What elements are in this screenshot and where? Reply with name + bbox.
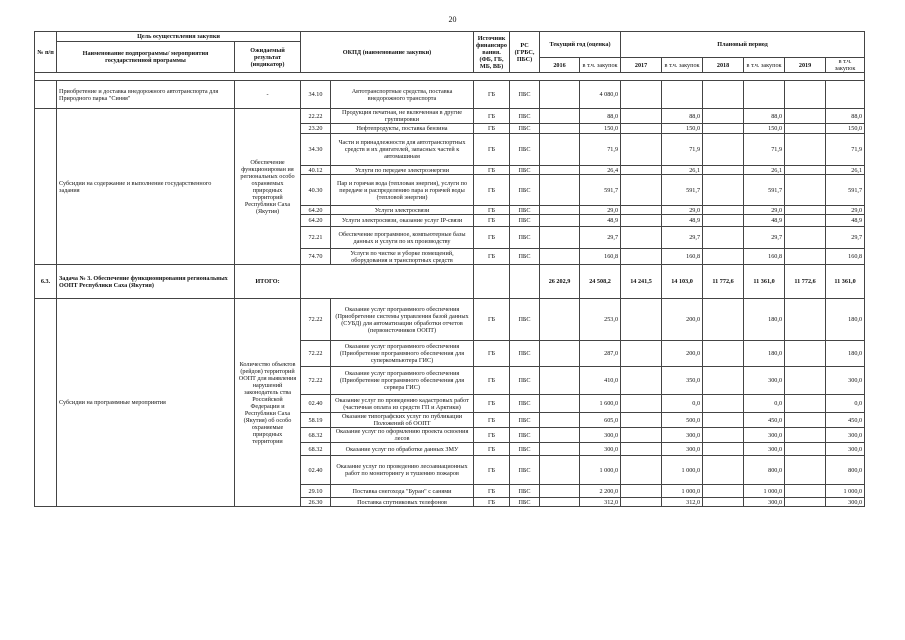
header-source: Источник финансиро вания. (ФБ, ГБ, МБ, ВБ) [474,32,510,73]
cell-v2018 [703,175,744,206]
cell-p2016: 300,0 [580,428,621,443]
cell-src: ГБ [474,413,510,428]
task-total-label: ИТОГО: [235,265,301,299]
cell-p2018: 300,0 [744,498,785,507]
purchase-name: Услуги по чистке и уборке помещений, оборудования и транспортных средств [331,249,474,265]
header-row-1 [35,32,865,42]
cell-src: ГБ [474,109,510,124]
cell-p2016: 71,9 [580,134,621,166]
cell-p2018: 0,0 [744,395,785,413]
cell-p2016: 287,0 [580,341,621,367]
cell-p2018: 180,0 [744,299,785,341]
cell-v2016 [540,428,580,443]
cell-v2017 [621,124,662,134]
cell-p2019 [826,81,865,109]
cell-v2017 [621,428,662,443]
okpd-code: 23.20 [301,124,331,134]
cell-p2018 [744,81,785,109]
cell-v2018 [703,456,744,485]
purchase-name: Автотранспортные средства, поставка внедорожного транспорта [331,81,474,109]
task-empty-rs [510,265,540,299]
cell-v2019 [785,206,826,215]
task-total-v2018: 11 772,6 [703,265,744,299]
okpd-code: 74.70 [301,249,331,265]
cell-p2017: 300,0 [662,428,703,443]
cell-v2019 [785,395,826,413]
cell-p2019: 160,8 [826,249,865,265]
task-total-p2017: 14 103,0 [662,265,703,299]
cell-p2018: 26,1 [744,166,785,175]
header-result: Ожидаемый результат (индикатор) [235,42,301,73]
cell-v2017 [621,485,662,498]
cell-p2017: 48,9 [662,215,703,227]
cell-rs: ПБС [510,124,540,134]
cell-rs: ПБС [510,367,540,395]
cell-rs: ПБС [510,166,540,175]
cell-rs: ПБС [510,341,540,367]
cell-rs: ПБС [510,413,540,428]
okpd-code: 64.20 [301,206,331,215]
cell-p2017: 26,1 [662,166,703,175]
cell-v2018 [703,249,744,265]
cell-v2016 [540,485,580,498]
header-incl-2019: в т.ч. закупок [826,58,865,73]
cell-v2018 [703,485,744,498]
cell-v2019 [785,249,826,265]
task-total-v2017: 14 241,5 [621,265,662,299]
cell-src: ГБ [474,175,510,206]
cell-p2019: 450,0 [826,413,865,428]
cell-v2019 [785,134,826,166]
okpd-code: 68.32 [301,428,331,443]
program-name: Субсидии на программные мероприятия [57,299,235,507]
cell-v2019 [785,124,826,134]
cell-v2019 [785,367,826,395]
cell-p2018: 300,0 [744,367,785,395]
header-planned: Плановый период [621,32,865,58]
cell-v2016 [540,498,580,507]
cell-p2017: 1 000,0 [662,456,703,485]
cell-v2016 [540,395,580,413]
cell-rs: ПБС [510,227,540,249]
cell-v2017 [621,166,662,175]
task-total-p2018: 11 361,0 [744,265,785,299]
cell-p2017 [662,81,703,109]
purchase-name: Части и принадлежности для автотранспортных средств и их двигателей, запасных частей к автомашинам [331,134,474,166]
cell-rs: ПБС [510,456,540,485]
purchase-name: Услуги электросвязи [331,206,474,215]
cell-p2018: 29,7 [744,227,785,249]
cell-v2018 [703,443,744,456]
cell-v2019 [785,498,826,507]
cell-src: ГБ [474,443,510,456]
purchase-name: Оказание услуг программного обеспечения (Приобретение программного обеспечения для суперкомпьютера ГИС) [331,341,474,367]
cell-p2017: 29,7 [662,227,703,249]
cell-v2019 [785,227,826,249]
cell-v2017 [621,175,662,206]
cell-v2017 [621,341,662,367]
cell-src: ГБ [474,81,510,109]
okpd-code: 29.10 [301,485,331,498]
purchase-name: Пар и горячая вода (тепловая энергия), услуги по передаче и распределению пара и горячей воды (тепловой энергии) [331,175,474,206]
cell-p2018: 800,0 [744,456,785,485]
cell-v2016 [540,109,580,124]
purchase-name: Обеспечение программное, компьютерные базы данных и услуги по их производству [331,227,474,249]
okpd-code: 02.40 [301,395,331,413]
cell-p2017: 350,0 [662,367,703,395]
cell-v2018 [703,367,744,395]
cell-p2019: 300,0 [826,498,865,507]
cell-src: ГБ [474,428,510,443]
header-goal: Цель осуществления закупки [57,32,301,42]
cell-v2016 [540,175,580,206]
okpd-code: 40.12 [301,166,331,175]
purchase-name: Поставка снегохода "Буран" с санями [331,485,474,498]
cell-v2018 [703,109,744,124]
cell-p2018: 160,8 [744,249,785,265]
cell-p2016: 88,0 [580,109,621,124]
cell-p2018: 450,0 [744,413,785,428]
cell-p2018: 88,0 [744,109,785,124]
cell-src: ГБ [474,341,510,367]
cell-p2016: 150,0 [580,124,621,134]
cell-p2016: 1 600,0 [580,395,621,413]
cell-v2017 [621,109,662,124]
cell-v2018 [703,341,744,367]
cell-p2019: 1 000,0 [826,485,865,498]
cell-p2016: 48,9 [580,215,621,227]
cell-rs: ПБС [510,395,540,413]
purchase-name: Оказание типографских услуг по публикации Положений об ООПТ [331,413,474,428]
header-incl-2016: в т.ч. закупок [580,58,621,73]
task-row [35,265,865,299]
purchase-name: Оказание услуг по оформлению проекта освоения лесов [331,428,474,443]
expected-result: - [235,81,301,109]
purchase-name: Продукция печатная, не включенная в другие группировки [331,109,474,124]
cell-v2016 [540,456,580,485]
cell-rs: ПБС [510,498,540,507]
cell-src: ГБ [474,206,510,215]
cell-v2019 [785,443,826,456]
cell-p2018: 300,0 [744,443,785,456]
cell-p2018: 29,0 [744,206,785,215]
cell-v2018 [703,299,744,341]
cell-p2018: 591,7 [744,175,785,206]
okpd-code: 26.30 [301,498,331,507]
purchase-name: Оказание услуг по обработке данных ЗМУ [331,443,474,456]
cell-v2016 [540,166,580,175]
cell-p2017: 200,0 [662,299,703,341]
program-name: Субсидии на содержание и выполнение государственного задания [57,109,235,265]
table-row [35,81,865,109]
cell-src: ГБ [474,134,510,166]
purchase-name: Оказание услуг по проведению кадастровых работ (частичная оплата из средств ГП и Арктики) [331,395,474,413]
cell-rs: ПБС [510,81,540,109]
cell-src: ГБ [474,299,510,341]
cell-p2019: 48,9 [826,215,865,227]
purchase-name: Поставка спутниковых телефонов [331,498,474,507]
okpd-code: 02.40 [301,456,331,485]
okpd-code: 40.30 [301,175,331,206]
cell-rs: ПБС [510,175,540,206]
cell-v2017 [621,498,662,507]
purchase-name: Оказание услуг по проведению лесоавиационных работ по мониторингу и тушению пожаров [331,456,474,485]
task-total-v2019: 11 772,6 [785,265,826,299]
cell-v2018 [703,215,744,227]
cell-v2017 [621,206,662,215]
cell-v2019 [785,413,826,428]
cell-v2016 [540,206,580,215]
cell-v2017 [621,395,662,413]
header-okpd: ОКПД (наименование закупки) [301,32,474,73]
cell-src: ГБ [474,456,510,485]
expected-result: Обеспечение функционирован ия региональных особо охраняемых природных территорий Республики Саха (Якутия) [235,109,301,265]
cell-p2018: 150,0 [744,124,785,134]
purchase-name: Услуги по передаче электроэнергии [331,166,474,175]
cell-v2017 [621,367,662,395]
purchase-name: Оказание услуг программного обеспечения (Приобретение программного обеспечения для сервера ГИС) [331,367,474,395]
cell-v2017 [621,134,662,166]
cell-rs: ПБС [510,134,540,166]
cell-v2019 [785,341,826,367]
cell-v2017 [621,81,662,109]
cell-v2017 [621,443,662,456]
cell-v2017 [621,249,662,265]
row-number-cell [35,109,57,265]
cell-v2019 [785,456,826,485]
cell-p2016: 26,4 [580,166,621,175]
cell-v2018 [703,81,744,109]
cell-p2017: 500,0 [662,413,703,428]
cell-p2019: 26,1 [826,166,865,175]
header-incl-2017: в т.ч. закупок [662,58,703,73]
okpd-code: 22.22 [301,109,331,124]
cell-p2019: 29,7 [826,227,865,249]
okpd-code: 34.10 [301,81,331,109]
purchase-name: Услуги электросвязи, оказание услуг IP-связи [331,215,474,227]
cell-rs: ПБС [510,428,540,443]
cell-src: ГБ [474,215,510,227]
cell-src: ГБ [474,124,510,134]
cell-v2016 [540,299,580,341]
cell-v2018 [703,166,744,175]
cell-v2016 [540,341,580,367]
cell-rs: ПБС [510,215,540,227]
header-year-2016: 2016 [540,58,580,73]
cell-v2018 [703,124,744,134]
cell-v2017 [621,413,662,428]
cell-rs: ПБС [510,299,540,341]
cell-p2016: 605,0 [580,413,621,428]
cell-rs: ПБС [510,206,540,215]
cell-p2016: 1 000,0 [580,456,621,485]
expected-result: Количество объектов (рейдов) территорий ООПТ для выявления нарушений законодатель ства Российской Федерации и Республики Саха (Якутия) об особо охраняемые природных территории [235,299,301,507]
header-rs: РС (ГРБС, ПБС) [510,32,540,73]
purchase-name: Нефтепродукты, поставка бензина [331,124,474,134]
header-num: № п/п [35,32,57,73]
okpd-code: 72.21 [301,227,331,249]
header-year-2017: 2017 [621,58,662,73]
spacer-row [35,73,865,81]
cell-v2018 [703,227,744,249]
cell-p2019: 300,0 [826,428,865,443]
row-number-cell [35,81,57,109]
cell-p2017: 200,0 [662,341,703,367]
cell-p2019: 150,0 [826,124,865,134]
cell-p2019: 88,0 [826,109,865,124]
cell-p2017: 0,0 [662,395,703,413]
cell-v2016 [540,134,580,166]
cell-p2017: 160,8 [662,249,703,265]
cell-p2019: 0,0 [826,395,865,413]
cell-v2018 [703,428,744,443]
table-row [35,299,865,341]
cell-v2019 [785,485,826,498]
cell-src: ГБ [474,485,510,498]
cell-v2018 [703,498,744,507]
cell-p2016: 160,8 [580,249,621,265]
cell-p2016: 312,0 [580,498,621,507]
header-incl-2018: в т.ч. закупок [744,58,785,73]
cell-v2019 [785,166,826,175]
cell-src: ГБ [474,249,510,265]
task-total-v2016: 26 202,9 [540,265,580,299]
spacer-cell [35,73,865,81]
cell-v2016 [540,443,580,456]
cell-p2016: 300,0 [580,443,621,456]
cell-p2016: 29,0 [580,206,621,215]
cell-v2016 [540,81,580,109]
cell-v2019 [785,215,826,227]
cell-p2017: 71,9 [662,134,703,166]
cell-p2018: 1 000,0 [744,485,785,498]
cell-p2019: 300,0 [826,443,865,456]
cell-v2018 [703,134,744,166]
cell-p2017: 150,0 [662,124,703,134]
cell-v2016 [540,367,580,395]
cell-rs: ПБС [510,249,540,265]
cell-src: ГБ [474,227,510,249]
header-year-2018: 2018 [703,58,744,73]
okpd-code: 58.19 [301,413,331,428]
okpd-code: 72.22 [301,299,331,341]
header-program: Наименование подпрограммы/ мероприятия государственной программы [57,42,235,73]
cell-v2016 [540,215,580,227]
cell-p2017: 312,0 [662,498,703,507]
task-total-p2016: 24 508,2 [580,265,621,299]
cell-v2019 [785,428,826,443]
row-number-cell [35,299,57,507]
task-name: Задача № 3. Обеспечение функционирования региональных ООПТ Республики Саха (Якутия) [57,265,235,299]
table-row [35,109,865,124]
cell-v2018 [703,206,744,215]
cell-v2016 [540,124,580,134]
cell-p2019: 29,0 [826,206,865,215]
cell-v2016 [540,413,580,428]
cell-p2017: 1 000,0 [662,485,703,498]
cell-v2017 [621,299,662,341]
cell-src: ГБ [474,367,510,395]
okpd-code: 72.22 [301,367,331,395]
cell-p2018: 48,9 [744,215,785,227]
cell-p2016: 253,0 [580,299,621,341]
okpd-code: 72.22 [301,341,331,367]
cell-v2018 [703,395,744,413]
cell-p2016: 591,7 [580,175,621,206]
okpd-code: 68.32 [301,443,331,456]
cell-src: ГБ [474,166,510,175]
purchase-name: Оказание услуг программного обеспечения (Приобретение системы управления базой данных (СУБД) для автоматизации обработки отчетов (первоисточников ООПТ) [331,299,474,341]
cell-p2018: 180,0 [744,341,785,367]
cell-p2016: 2 200,0 [580,485,621,498]
cell-p2018: 300,0 [744,428,785,443]
program-name: Приобретение и доставка внедорожного автотранспорта для Природного парка "Синяя" [57,81,235,109]
page-number: 20 [448,15,457,24]
cell-v2019 [785,175,826,206]
cell-rs: ПБС [510,109,540,124]
cell-v2017 [621,227,662,249]
cell-p2019: 800,0 [826,456,865,485]
cell-p2019: 180,0 [826,341,865,367]
cell-p2017: 591,7 [662,175,703,206]
task-empty-okpd [301,265,474,299]
cell-p2019: 300,0 [826,367,865,395]
cell-p2018: 71,9 [744,134,785,166]
cell-v2016 [540,227,580,249]
cell-p2019: 591,7 [826,175,865,206]
cell-v2018 [703,413,744,428]
cell-p2017: 300,0 [662,443,703,456]
task-empty-source [474,265,510,299]
cell-p2017: 88,0 [662,109,703,124]
cell-v2016 [540,249,580,265]
cell-rs: ПБС [510,485,540,498]
cell-p2019: 180,0 [826,299,865,341]
cell-p2019: 71,9 [826,134,865,166]
cell-src: ГБ [474,498,510,507]
okpd-code: 64.20 [301,215,331,227]
header-current: Текущий год (оценка) [540,32,621,58]
cell-rs: ПБС [510,443,540,456]
cell-p2017: 29,0 [662,206,703,215]
cell-p2016: 4 080,0 [580,81,621,109]
task-number: 6.3. [35,265,57,299]
okpd-code: 34.30 [301,134,331,166]
header-year-2019: 2019 [785,58,826,73]
cell-p2016: 29,7 [580,227,621,249]
cell-v2019 [785,81,826,109]
cell-p2016: 410,0 [580,367,621,395]
task-total-p2019: 11 361,0 [826,265,865,299]
procurement-table [34,31,865,507]
cell-v2017 [621,456,662,485]
cell-src: ГБ [474,395,510,413]
cell-v2019 [785,299,826,341]
cell-v2017 [621,215,662,227]
cell-v2019 [785,109,826,124]
